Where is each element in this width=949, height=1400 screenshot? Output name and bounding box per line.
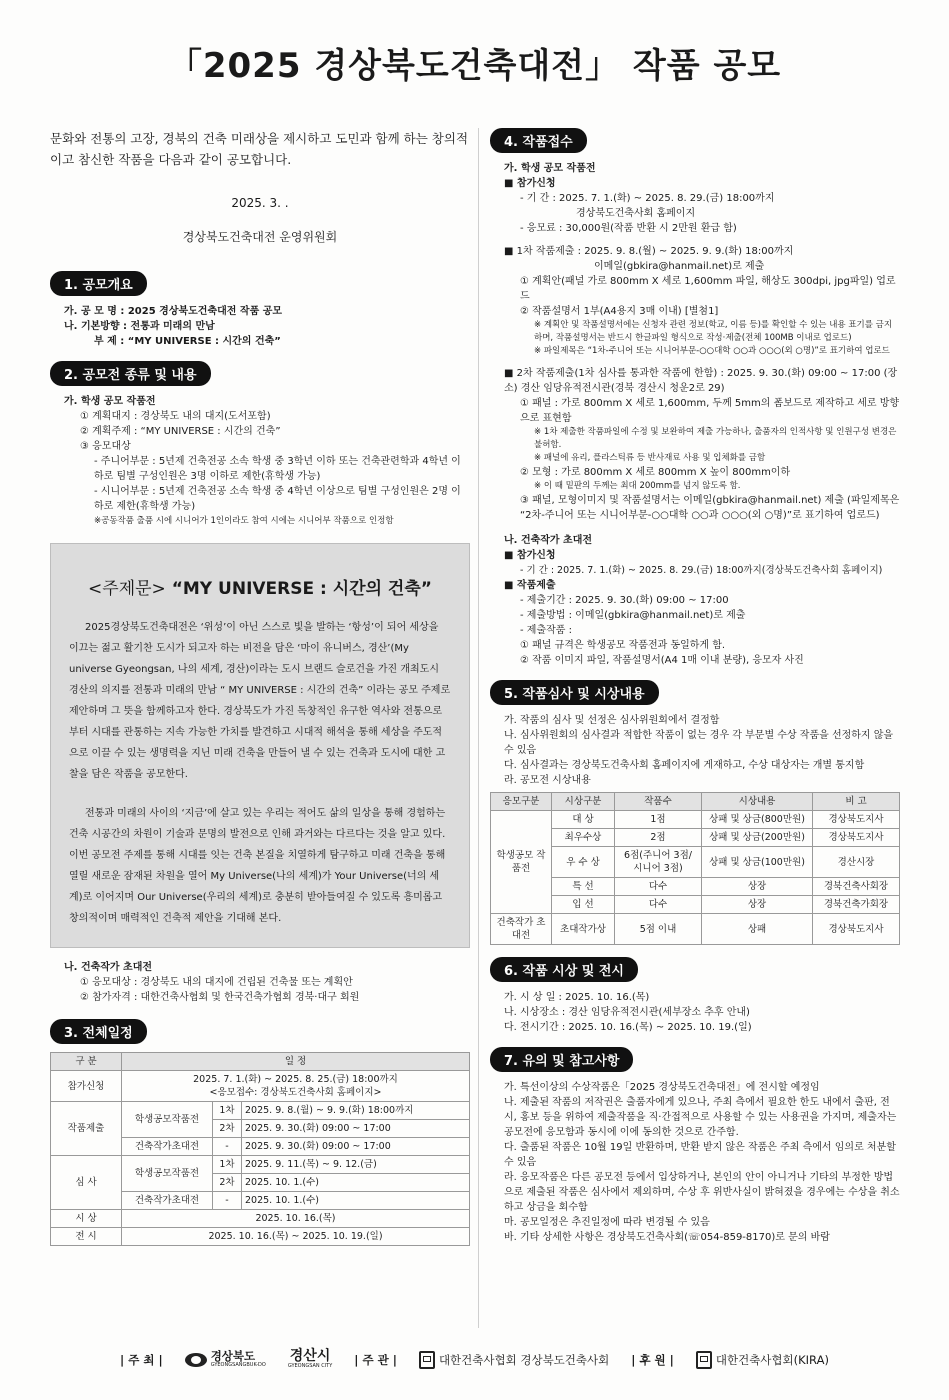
gyeongbuk-emblem-icon	[185, 1353, 207, 1367]
award-cell: 경북건축가회장	[813, 896, 900, 914]
award-cell: 1점	[615, 811, 702, 829]
schedule-label: 심 사	[51, 1156, 122, 1210]
announce-date: 2025. 3. .	[231, 196, 289, 210]
award-cell: 경상북도지사	[813, 829, 900, 847]
schedule-date: 2025. 7. 1.(화) ~ 2025. 8. 25.(금) 18:00까지	[193, 1074, 398, 1085]
sponsor-logo	[696, 1351, 829, 1369]
ceremony-line: 다. 전시기간 : 2025. 10. 16.(목) ~ 2025. 10. 19.(일)	[504, 1022, 752, 1033]
schedule-cell: 2025. 10. 16.(목) ~ 2025. 10. 19.(일)	[122, 1228, 470, 1246]
host1-en: GYEONGSANGBUK-DO	[210, 1362, 266, 1368]
notes-line: 나. 제출된 작품의 저작권은 출품자에게 있으나, 주최 측에서 필요한 한도 내에서 출판, 전시, 홍보 등을 위하여 제출작품을 직·간접적으로 사용할 수 있는 사용권을 가지며, 제출자는 공모전에 응모함과 동시에 이에 동의한 것으로 간주함.	[504, 1097, 897, 1138]
section-heading: 1. 공모개요	[50, 271, 147, 296]
section-heading: 3. 전체일정	[50, 1019, 147, 1044]
review-line: 다. 심사결과는 경상북도건축사회 홈페이지에 게재하고, 수상 대상자는 개별 통지함	[504, 760, 865, 771]
section-submission	[490, 128, 900, 668]
submission-line: 경상북도건축사회 홈페이지	[576, 208, 696, 219]
notes-line: 가. 특선이상의 수상작품은「2025 경상북도건축대전」에 전시할 예정임	[504, 1082, 820, 1093]
announce-org: 경상북도건축대전 운영위원회	[182, 230, 338, 244]
schedule-cell: 2025. 9. 8.(월) ~ 9. 9.(화) 18:00까지	[242, 1102, 470, 1120]
section-artist	[50, 960, 470, 1005]
submission-note: ※ 패널에 유리, 플라스틱류 등 반사재료 사용 및 입체화를 금함	[534, 453, 766, 463]
section-heading: 4. 작품접수	[490, 128, 587, 153]
submission-line: ③ 패널, 모형이미지 및 작품설명서는 이메일(gbkira@hanmail.net) 제출 (파일제목은 “2차-주니어 또는 시니어부문-○○대학 ○○과 ○○○(외 ○명)”로 표기하여 업로드)	[520, 495, 900, 521]
submission-line: ■ 참가신청	[504, 550, 556, 561]
review-line: 가. 작품의 심사 및 선정은 심사위원회에서 결정함	[504, 715, 720, 726]
submission-line: - 제출기간 : 2025. 9. 30.(화) 09:00 ~ 17:00	[520, 595, 729, 606]
section-ceremony	[490, 957, 900, 1035]
host-label: | 주 최 |	[120, 1353, 163, 1367]
host2-name: 경산시	[289, 1348, 331, 1364]
schedule-cell: 2025. 10. 16.(목)	[122, 1210, 470, 1228]
submission-line: 이메일(gbkira@hanmail.net)로 제출	[594, 261, 765, 272]
section-heading: 6. 작품 시상 및 전시	[490, 957, 638, 982]
review-line: 나. 심사위원회의 심사결과 적합한 작품이 없는 경우 각 부문별 수상 작품을 선정하지 않을 수 있음	[504, 730, 894, 756]
award-group: 학생공모 작품전	[491, 811, 552, 914]
overview-line: 가. 공 모 명 : 2025 경상북도건축대전 작품 공모	[64, 306, 283, 317]
artist-line: ② 참가자격 : 대한건축사협회 및 한국건축가협회 경북·대구 회원	[80, 992, 360, 1003]
notes-line: 마. 공모일정은 추진일정에 따라 변경될 수 있음	[504, 1217, 710, 1228]
submission-line: ② 모형 : 가로 800mm X 세로 800mm X 높이 800mm이하	[520, 467, 791, 478]
award-header: 시상내용	[702, 793, 813, 811]
submission-note: ※ 이 때 밑판의 두께는 최대 200mm를 넘지 않도록 함.	[534, 481, 741, 491]
award-header: 비 고	[813, 793, 900, 811]
award-cell: 2점	[615, 829, 702, 847]
schedule-header: 일 정	[122, 1053, 470, 1071]
theme-title-text: “MY UNIVERSE : 시간의 건축”	[171, 579, 432, 599]
schedule-cell: 건축작가초대전	[122, 1138, 213, 1156]
right-column	[490, 128, 900, 1245]
award-header: 작품수	[615, 793, 702, 811]
submission-line: - 기 간 : 2025. 7. 1.(화) ~ 2025. 8. 29.(금) 18:00까지	[520, 193, 775, 204]
footer	[0, 1340, 949, 1380]
types-line: ③ 응모대상	[80, 441, 131, 452]
section-schedule	[50, 1019, 470, 1246]
section-overview	[50, 271, 470, 349]
review-line: 라. 공모전 시상내용	[504, 775, 591, 786]
submission-line: ① 패널 규격은 학생공모 작품전과 동일하게 함.	[520, 640, 726, 651]
award-cell: 다수	[615, 878, 702, 896]
notes-line: 라. 응모작품은 다른 공모전 등에서 입상하거나, 본인의 안이 아니거나 기타의 부정한 방법으로 제출된 작품은 심사에서 제외하며, 수상 후 위반사실이 밝혀졌을 경우에는 수상을 취소하고 상금을 회수함	[504, 1172, 900, 1213]
award-cell: 초대작가상	[552, 914, 615, 945]
schedule-cell: 1차	[213, 1156, 242, 1174]
organizer-logo	[419, 1351, 609, 1369]
schedule-cell: 2025. 10. 1.(수)	[242, 1174, 470, 1192]
schedule-cell	[122, 1071, 470, 1102]
award-cell: 경북건축사회장	[813, 878, 900, 896]
schedule-cell: 2025. 9. 30.(화) 09:00 ~ 17:00	[242, 1120, 470, 1138]
schedule-label: 전 시	[51, 1228, 122, 1246]
award-cell: 상장	[702, 878, 813, 896]
schedule-cell: 1차	[213, 1102, 242, 1120]
theme-box	[50, 543, 470, 948]
submission-line: ■ 1차 작품제출 : 2025. 9. 8.(월) ~ 2025. 9. 9.(화) 18:00까지	[504, 246, 794, 257]
sponsor-name: 대한건축사협회(KIRA)	[715, 1353, 829, 1367]
award-cell: 상패	[702, 914, 813, 945]
artist-line: 나. 건축작가 초대전	[64, 962, 153, 973]
submission-line: ① 계획안(패널 가로 800mm X 세로 1,600mm 파일, 해상도 300dpi, jpg파일) 업로드	[520, 276, 896, 302]
types-note: ※공동작품 출품 시에 시니어가 1인이라도 참여 시에는 시니어부 작품으로 인정함	[94, 516, 394, 526]
submission-line: 가. 학생 공모 작품전	[504, 163, 596, 174]
overview-line: 나. 기본방향 : 전통과 미래의 만남	[64, 321, 215, 332]
schedule-cell: 2025. 9. 30.(화) 09:00 ~ 17:00	[242, 1138, 470, 1156]
ceremony-line: 나. 시상장소 : 경산 임당유적전시관(세부장소 추후 안내)	[504, 1007, 750, 1018]
sponsor-label: | 후 원 |	[631, 1353, 674, 1367]
schedule-note: <응모접수: 경상북도건축사회 홈페이지>	[209, 1087, 382, 1098]
types-line: ① 계획대지 : 경상북도 내의 대지(도서포함)	[80, 411, 271, 422]
schedule-cell: -	[213, 1138, 242, 1156]
column-divider	[478, 128, 479, 1328]
submission-note: ※ 1차 제출한 작품파일에 수정 및 보완하여 제출 가능하나, 출품자의 인적사항 및 인원구성 변경은 불허함.	[534, 427, 897, 450]
award-cell: 경상북도지사	[813, 811, 900, 829]
section-review	[490, 680, 900, 945]
schedule-cell: 2025. 10. 1.(수)	[242, 1192, 470, 1210]
submission-line: - 응모료 : 30,000원(작품 반환 시 2만원 환급 함)	[520, 223, 737, 234]
section-heading: 2. 공모전 종류 및 내용	[50, 361, 211, 386]
section-heading: 7. 유의 및 참고사항	[490, 1047, 633, 1072]
award-cell: 5점 이내	[615, 914, 702, 945]
award-header: 시상구분	[552, 793, 615, 811]
submission-line: - 제출방법 : 이메일(gbkira@hanmail.net)로 제출	[520, 610, 746, 621]
gyeongsan-logo	[288, 1350, 332, 1370]
award-cell: 대 상	[552, 811, 615, 829]
submission-line: ② 작품설명서 1부(A4용지 3매 이내) [별첨1]	[520, 306, 719, 317]
schedule-table	[50, 1052, 470, 1246]
schedule-cell: 2차	[213, 1120, 242, 1138]
award-cell: 입 선	[552, 896, 615, 914]
schedule-header: 구 분	[51, 1053, 122, 1071]
award-cell: 특 선	[552, 878, 615, 896]
submission-line: ① 패널 : 가로 800mm X 세로 1,600mm, 두께 5mm의 폼보드로 제작하고 세로 방향으로 표현함	[520, 398, 900, 424]
submission-note: ※ 계획안 및 작품설명서에는 신청자 관련 정보(학교, 이름 등)를 확인할 수 있는 내용 표기를 금지하며, 작품설명서는 반드시 한글파일 형식으로 작성·제출(전체 100MB 이내로 업로드)	[534, 320, 893, 343]
host1-name: 경상북도	[210, 1349, 256, 1363]
theme-title	[69, 574, 451, 599]
submission-line: ■ 2차 작품제출(1차 심사를 통과한 작품에 한함) : 2025. 9. 30.(화) 09:00 ~ 17:00 (장소) 경산 임당유적전시관(경북 경산시 청운2로 29)	[504, 368, 898, 394]
section-heading: 5. 작품심사 및 시상내용	[490, 680, 659, 705]
submission-line: ② 작품 이미지 파일, 작품설명서(A4 1매 이내 분량), 응모자 사진	[520, 655, 804, 666]
award-cell: 상패 및 상금(100만원)	[702, 847, 813, 878]
schedule-cell: 학생공모작품전	[122, 1102, 213, 1138]
award-cell: 6점(주니어 3점/ 시니어 3점)	[615, 847, 702, 878]
award-header: 응모구분	[491, 793, 552, 811]
schedule-cell: 2025. 9. 11.(목) ~ 9. 12.(금)	[242, 1156, 470, 1174]
award-cell: 최우수상	[552, 829, 615, 847]
award-group: 건축작가 초대전	[491, 914, 552, 945]
section-types	[50, 361, 470, 529]
schedule-cell: 2차	[213, 1174, 242, 1192]
ceremony-line: 가. 시 상 일 : 2025. 10. 16.(목)	[504, 992, 650, 1003]
submission-note: ※ 파일제목은 “1차-주니어 또는 시니어부문-○○대학 ○○과 ○○○(외 ○명)”로 표기하여 업로드	[534, 346, 890, 356]
award-cell: 상패 및 상금(800만원)	[702, 811, 813, 829]
theme-paragraph: 전통과 미래의 사이의 ‘지금’에 살고 있는 우리는 적어도 삶의 일상을 통해 경험하는 건축 시공간의 차원이 기술과 문명의 발전으로 인해 과거와는 다르다는 것을 알고 있다. 이번 공모전 주제를 통해 시대를 잇는 건축 본질을 치열하게 탐구하고 미래 건축을 통해 열릴 새로운 잠재된 차원을 열어 My Universe(나의 세계)가 Your Universe(너의 세계)로 이어지며 Our Universe(우리의 세계)로 충분히 받아들여질 수 있도록 흥미롭고 창의적이며 매력적인 건축적 제안을 기대해 본다.	[69, 808, 446, 924]
host2-en: GYEONGSAN CITY	[287, 1363, 333, 1369]
award-cell: 상패 및 상금(200만원)	[702, 829, 813, 847]
award-cell: 우 수 상	[552, 847, 615, 878]
award-cell: 경상북도지사	[813, 914, 900, 945]
organizer-name: 대한건축사협회 경상북도건축사회	[438, 1353, 610, 1367]
schedule-label: 참가신청	[51, 1071, 122, 1102]
award-cell: 다수	[615, 896, 702, 914]
schedule-label: 시 상	[51, 1210, 122, 1228]
left-column	[50, 128, 470, 1246]
types-line: ② 계획주제 : “MY UNIVERSE : 시간의 건축”	[80, 426, 281, 437]
types-line: - 주니어부문 : 5년제 건축전공 소속 학생 중 3학년 이하 또는 건축관련학과 4학년 이하로 팀별 구성인원은 3명 이하로 제한(휴학생 가능)	[94, 456, 461, 482]
submission-line: ■ 작품제출	[504, 580, 556, 591]
award-cell: 상장	[702, 896, 813, 914]
submission-line: 나. 건축작가 초대전	[504, 535, 593, 546]
kira-logo-icon	[419, 1351, 435, 1369]
artist-line: ① 응모대상 : 경상북도 내의 대지에 건립된 건축물 또는 계획안	[80, 977, 353, 988]
award-table	[490, 792, 900, 945]
organizer-label: | 주 관 |	[354, 1353, 397, 1367]
submission-line: - 기 간 : 2025. 7. 1.(화) ~ 2025. 8. 29.(금) 18:00까지(경상북도건축사회 홈페이지)	[520, 565, 883, 576]
page-title: 「2025 경상북도건축대전」 작품 공모	[167, 46, 782, 86]
theme-paragraph: 2025경상북도건축대전은 ‘위성’이 아닌 스스로 빛을 발하는 ‘항성’이 되어 세상을 이끄는 젊고 활기찬 도시가 되고자 하는 비전을 담은 ‘마이 유니버스, 경산’(My universe Gyeongsan, 나의 세계, 경산)이라는 도시 브랜드 슬로건을 가진 개최도시 경산의 의지를 전통과 미래의 만남 “ MY UNIVERSE : 시간의 건축” 이라는 공모 주제로 제안하며 그 뜻을 함께하고자 한다. 경상북도가 가진 독창적인 유구한 역사와 전통으로부터 시대를 관통하는 지속 가능한 가치를 발견하고 시대적 해석을 통해 세상을 주도적으로 이끌 수 있는 생명력을 지닌 미래 건축을 만들어 낼 수 있는 건축과 도시에 대한 고찰을 담은 작품을 공모한다.	[69, 622, 451, 780]
types-line: 가. 학생 공모 작품전	[64, 396, 156, 407]
intro-text: 문화와 전통의 고장, 경북의 건축 미래상을 제시하고 도민과 함께 하는 창의적이고 참신한 작품을 다음과 같이 공모합니다.	[50, 131, 469, 167]
notes-line: 다. 출품된 작품은 10월 19일 반환하며, 반환 받지 않은 작품은 주최 측에서 임의로 처분할 수 있음	[504, 1142, 896, 1168]
gyeongbuk-logo	[185, 1351, 266, 1369]
award-cell: 경산시장	[813, 847, 900, 878]
schedule-label: 작품제출	[51, 1102, 122, 1156]
schedule-cell: 학생공모작품전	[122, 1156, 213, 1192]
submission-line: - 제출작품 :	[520, 625, 572, 636]
overview-line: 부 제 : “MY UNIVERSE : 시간의 건축”	[94, 336, 281, 347]
kira-logo-icon	[696, 1351, 712, 1369]
theme-prefix: <주제문>	[88, 579, 166, 599]
types-line: - 시니어부문 : 5년제 건축전공 소속 학생 중 4학년 이상으로 팀별 구성인원은 2명 이하로 제한(휴학생 가능)	[94, 486, 461, 512]
notes-line: 바. 기타 상세한 사항은 경상북도건축사회(☏054-859-8170)로 문의 바람	[504, 1232, 830, 1243]
schedule-cell: -	[213, 1192, 242, 1210]
section-notes	[490, 1047, 900, 1245]
schedule-cell: 건축작가초대전	[122, 1192, 213, 1210]
submission-line: ■ 참가신청	[504, 178, 556, 189]
